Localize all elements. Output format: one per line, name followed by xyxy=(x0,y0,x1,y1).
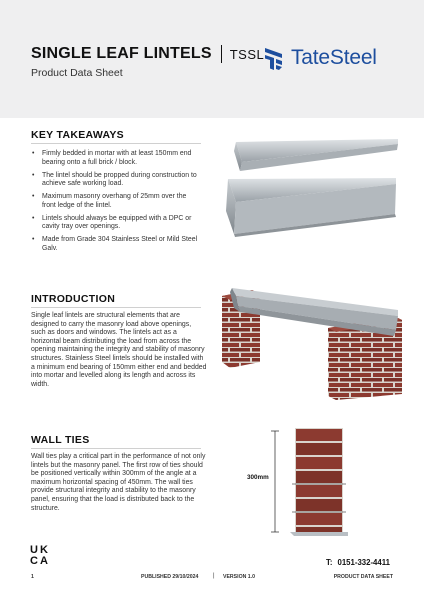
list-item-text: Maximum masonry overhang of 25mm over the front ledge of the lintel. xyxy=(42,193,187,209)
lintel-product-illustration xyxy=(222,134,402,244)
dimension-label: 300mm xyxy=(247,474,269,481)
key-takeaways-heading: KEY TAKEAWAYS xyxy=(31,129,124,141)
published-date: PUBLISHED 29/10/2024 xyxy=(141,574,199,580)
header-band xyxy=(0,0,424,118)
title-row xyxy=(31,45,264,63)
list-item-text: The lintel should be propped during construction to achieve safe working load. xyxy=(42,171,197,188)
bullet-icon: • xyxy=(32,171,35,179)
brick-column xyxy=(296,429,342,536)
introduction-rule xyxy=(31,307,201,308)
ukca-line-1: UK xyxy=(30,544,50,556)
document-type: PRODUCT DATA SHEET xyxy=(333,574,393,580)
bullet-icon: • xyxy=(32,236,35,244)
lintel-installation-illustration xyxy=(218,282,404,400)
list-item-text: Firmly bedded in mortar with at least 150mm end bearing onto a full brick / block. xyxy=(42,150,192,166)
tatesteel-logo-icon xyxy=(262,45,286,71)
list-item xyxy=(31,193,201,210)
title-divider xyxy=(221,45,222,63)
bullet-icon: • xyxy=(32,214,35,222)
list-item xyxy=(31,215,201,232)
product-code: TSSL xyxy=(229,46,265,62)
introduction-heading: INTRODUCTION xyxy=(31,293,116,305)
wall-ties-heading: WALL TIES xyxy=(31,434,90,446)
introduction-body: Single leaf lintels are structural elements that are designed to carry the masonry load above openings, such as doors and windows. The lintels act as a horizontal beam distributing the load from across the opening maintaining the integrity and stability of masonry structures. Stainless Steel lintels should be installed with a minimum end bearing of 150mm either end and bedded into mortar and levelled along its length and across its width. xyxy=(31,312,207,388)
wall-ties-rule xyxy=(31,448,201,449)
bullet-icon: • xyxy=(32,150,35,157)
version-label: VERSION 1.0 xyxy=(223,574,256,580)
list-item xyxy=(31,172,201,189)
wall-ties-illustration xyxy=(240,428,360,538)
brand-logo xyxy=(262,45,377,71)
page-subtitle: Product Data Sheet xyxy=(31,67,123,79)
bullet-icon: • xyxy=(32,193,35,201)
contact-phone xyxy=(326,558,390,567)
list-item-text: Made from Grade 304 Stainless Steel or Mild Steel Galv. xyxy=(42,236,198,253)
page-number: 1 xyxy=(31,574,34,580)
key-takeaways-rule xyxy=(31,143,201,144)
ukca-mark xyxy=(30,545,50,567)
lintel-angle xyxy=(290,532,348,536)
footer-separator: | xyxy=(213,573,215,579)
list-item-text: Lintels should always be equipped with a DPC or cavity tray over openings. xyxy=(42,214,192,231)
key-takeaways-list xyxy=(31,150,201,258)
phone-label: T: xyxy=(326,558,333,567)
phone-number: 0151-332-4411 xyxy=(337,558,390,567)
list-item xyxy=(31,236,201,253)
brand-name: TateSteel xyxy=(291,46,377,69)
list-item xyxy=(31,150,201,167)
page-title: SINGLE LEAF LINTELS xyxy=(31,45,212,62)
ukca-line-2: CA xyxy=(30,555,50,567)
wall-ties-body: Wall ties play a critical part in the performance of not only lintels but the masonry panel. The first row of ties should be positioned vertically within 300mm of the angle at a maximum horizontal spacing of 450mm. The wall ties provide structural integrity and stability to the masonry panel, ensuring that the load is distributed back to the structure. xyxy=(31,453,206,512)
